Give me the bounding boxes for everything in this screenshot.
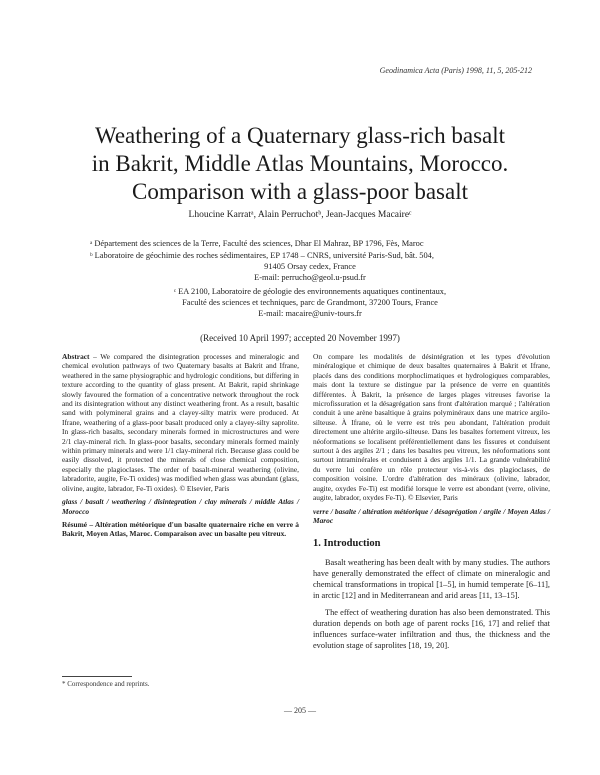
affiliation-c-line-1: ᶜ EA 2100, Laboratoire de géologie des environnements aquatiques continentaux, [173, 287, 447, 296]
affiliation-a: ᵃ Département des sciences de la Terre, Faculté des sciences, Dhar El Mahraz, BP 1796, Fès, Maroc [90, 239, 424, 248]
page-number: — 205 — [284, 706, 316, 715]
resume-text: On compare les modalités de désintégration et les types d'évolution minéralogique et chimique de deux basaltes quaternaires à Bakrit et Ifrane, placés dans des conditions morphoclimatiques et hydrologiques comparables, mais dont la texture se distingue par la présence de verre en quantités différentes. À Bakrit, la présence de larges plages vitreuses favorise la microfissuration et la désagrégation sans front d'altération marqué ; l'altération conduit à une arène basaltique à grains polyminéraux dans une matrice argilo-silteuse. À Ifrane, où le verre est très peu abondant, l'altération produit directement une altérite argilo-silteuse. Dans les basaltes fortement vitreux, les néoformations se localisent préférentiellement dans les fissures et conduisent surtout à des argiles 2/1 ; dans les basaltes peu vitreux, les néoformations sont surtout intraminérales et conduisent à des argiles 1/1. La grande vulnérabilité du verre lui confère un rôle protecteur vis-à-vis des plagioclases, de composition voisine. L'ordre d'altération des minéraux (olivine, labrador, augite, oxydes Fe-Ti) est modifié lorsque le verre est abondant (verre, olivine, augite, labrador, oxydes Fe-Ti). © Elsevier, Paris [313, 352, 550, 503]
resume-label: Résumé [62, 519, 88, 529]
abstract-label: Abstract [62, 352, 90, 361]
affiliation-b [90, 250, 530, 283]
left-column [62, 352, 299, 543]
introduction-body [313, 557, 550, 651]
affiliation-b-line-2: 91405 Orsay cedex, France [264, 262, 356, 271]
intro-paragraph-2: The effect of weathering duration has also been demonstrated. This duration depends on both age of parent rocks [16, 17] and relief that influences surface-water infiltration and thus, the thickness and the evolution stage of saprolites [18, 19, 20]. [313, 607, 550, 650]
footnote-divider [62, 676, 132, 677]
resume-keywords: verre / basalte / altération météorique / désagrégation / argile / Moyen Atlas / Maroc [313, 506, 550, 525]
affiliation-c-email[interactable]: E-mail: macaire@univ-tours.fr [258, 309, 362, 318]
intro-paragraph-1: Basalt weathering has been dealt with by many studies. The authors have generally demonstrated the effect of climate on mineralogic and chemical transformations in tropical [1–5], in humid temperate [6–11], in arctic [12] and in Mediterranean and arid areas [11, 13–15]. [313, 557, 550, 600]
right-column [313, 352, 550, 657]
abstract-keywords: glass / basalt / weathering / disintegration / clay minerals / middle Atlas / Morocco [62, 497, 299, 516]
abstract-paragraph [62, 352, 299, 493]
journal-reference: Geodinamica Acta (Paris) 1998, 11, 5, 205-212 [379, 66, 532, 75]
abstract-text: – We compared the disintegration processes and mineralogic and chemical evolution pathways of two Quaternary basalts at Bakrit and Ifrane, weathered in the same physiographic and hydrologic conditions, but differing in texture according to the quantity of glass present. At Bakrit, rapid shrinkage slowly favoured the formation of a concentrative network throughout the rock and its disintegration without any distinct weathering front. As a result, basaltic sand with polymineral grains and a clayey-silty matrix were produced. At Ifrane, weathering of a glass-poor basalt produced only a clayey-silty saprolite. In glass-rich basalts, secondary minerals formed in microstructures and were 2/1 clay-mineral rich. In glass-poor basalts, secondary minerals formed mainly within primary minerals and were 1/1 clay-mineral rich. Because glass could be easily dissolved, it protected the minerals of close chemical composition, especially the plagioclases. The order of basalt-mineral weathering (olivine, labradorite, augite, Fe-Ti oxides) was modified when glass was abundant (glass, olivine, augite, labrador, Fe-Ti oxides). © Elsevier, Paris [62, 352, 299, 493]
affiliation-c-line-2: Faculté des sciences et techniques, parc de Grandmont, 37200 Tours, France [182, 298, 438, 307]
affiliation-b-email[interactable]: E-mail: perrucho@geol.u-psud.fr [254, 273, 366, 282]
title-line-3: Comparison with a glass-poor basalt [131, 179, 468, 204]
footnote: * Correspondence and reprints. [62, 680, 150, 688]
title-line-1: Weathering of a Quaternary glass-rich basalt [94, 123, 506, 148]
affiliation-c [90, 286, 530, 319]
received-dates: (Received 10 April 1997; accepted 20 November 1997) [200, 333, 400, 343]
affiliation-b-line-1: ᵇ Laboratoire de géochimie des roches sédimentaires, EP 1748 – CNRS, université Paris-Sud, bât. 504, [90, 251, 434, 260]
introduction-heading: 1. Introduction [313, 538, 381, 550]
resume-paragraph [62, 520, 299, 539]
author-list: Lhoucine Karratᵃ, Alain Perruchotᵇ, Jean-Jacques Macaireᶜ [188, 210, 412, 220]
resume-title: – Altération météorique d'un basalte quaternaire riche en verre à Bakrit, Moyen Atlas, Maroc. Comparaison avec un basalte peu vitreux. [62, 519, 299, 539]
paper-title [40, 122, 560, 206]
title-line-2: in Bakrit, Middle Atlas Mountains, Morocco. [91, 151, 509, 176]
